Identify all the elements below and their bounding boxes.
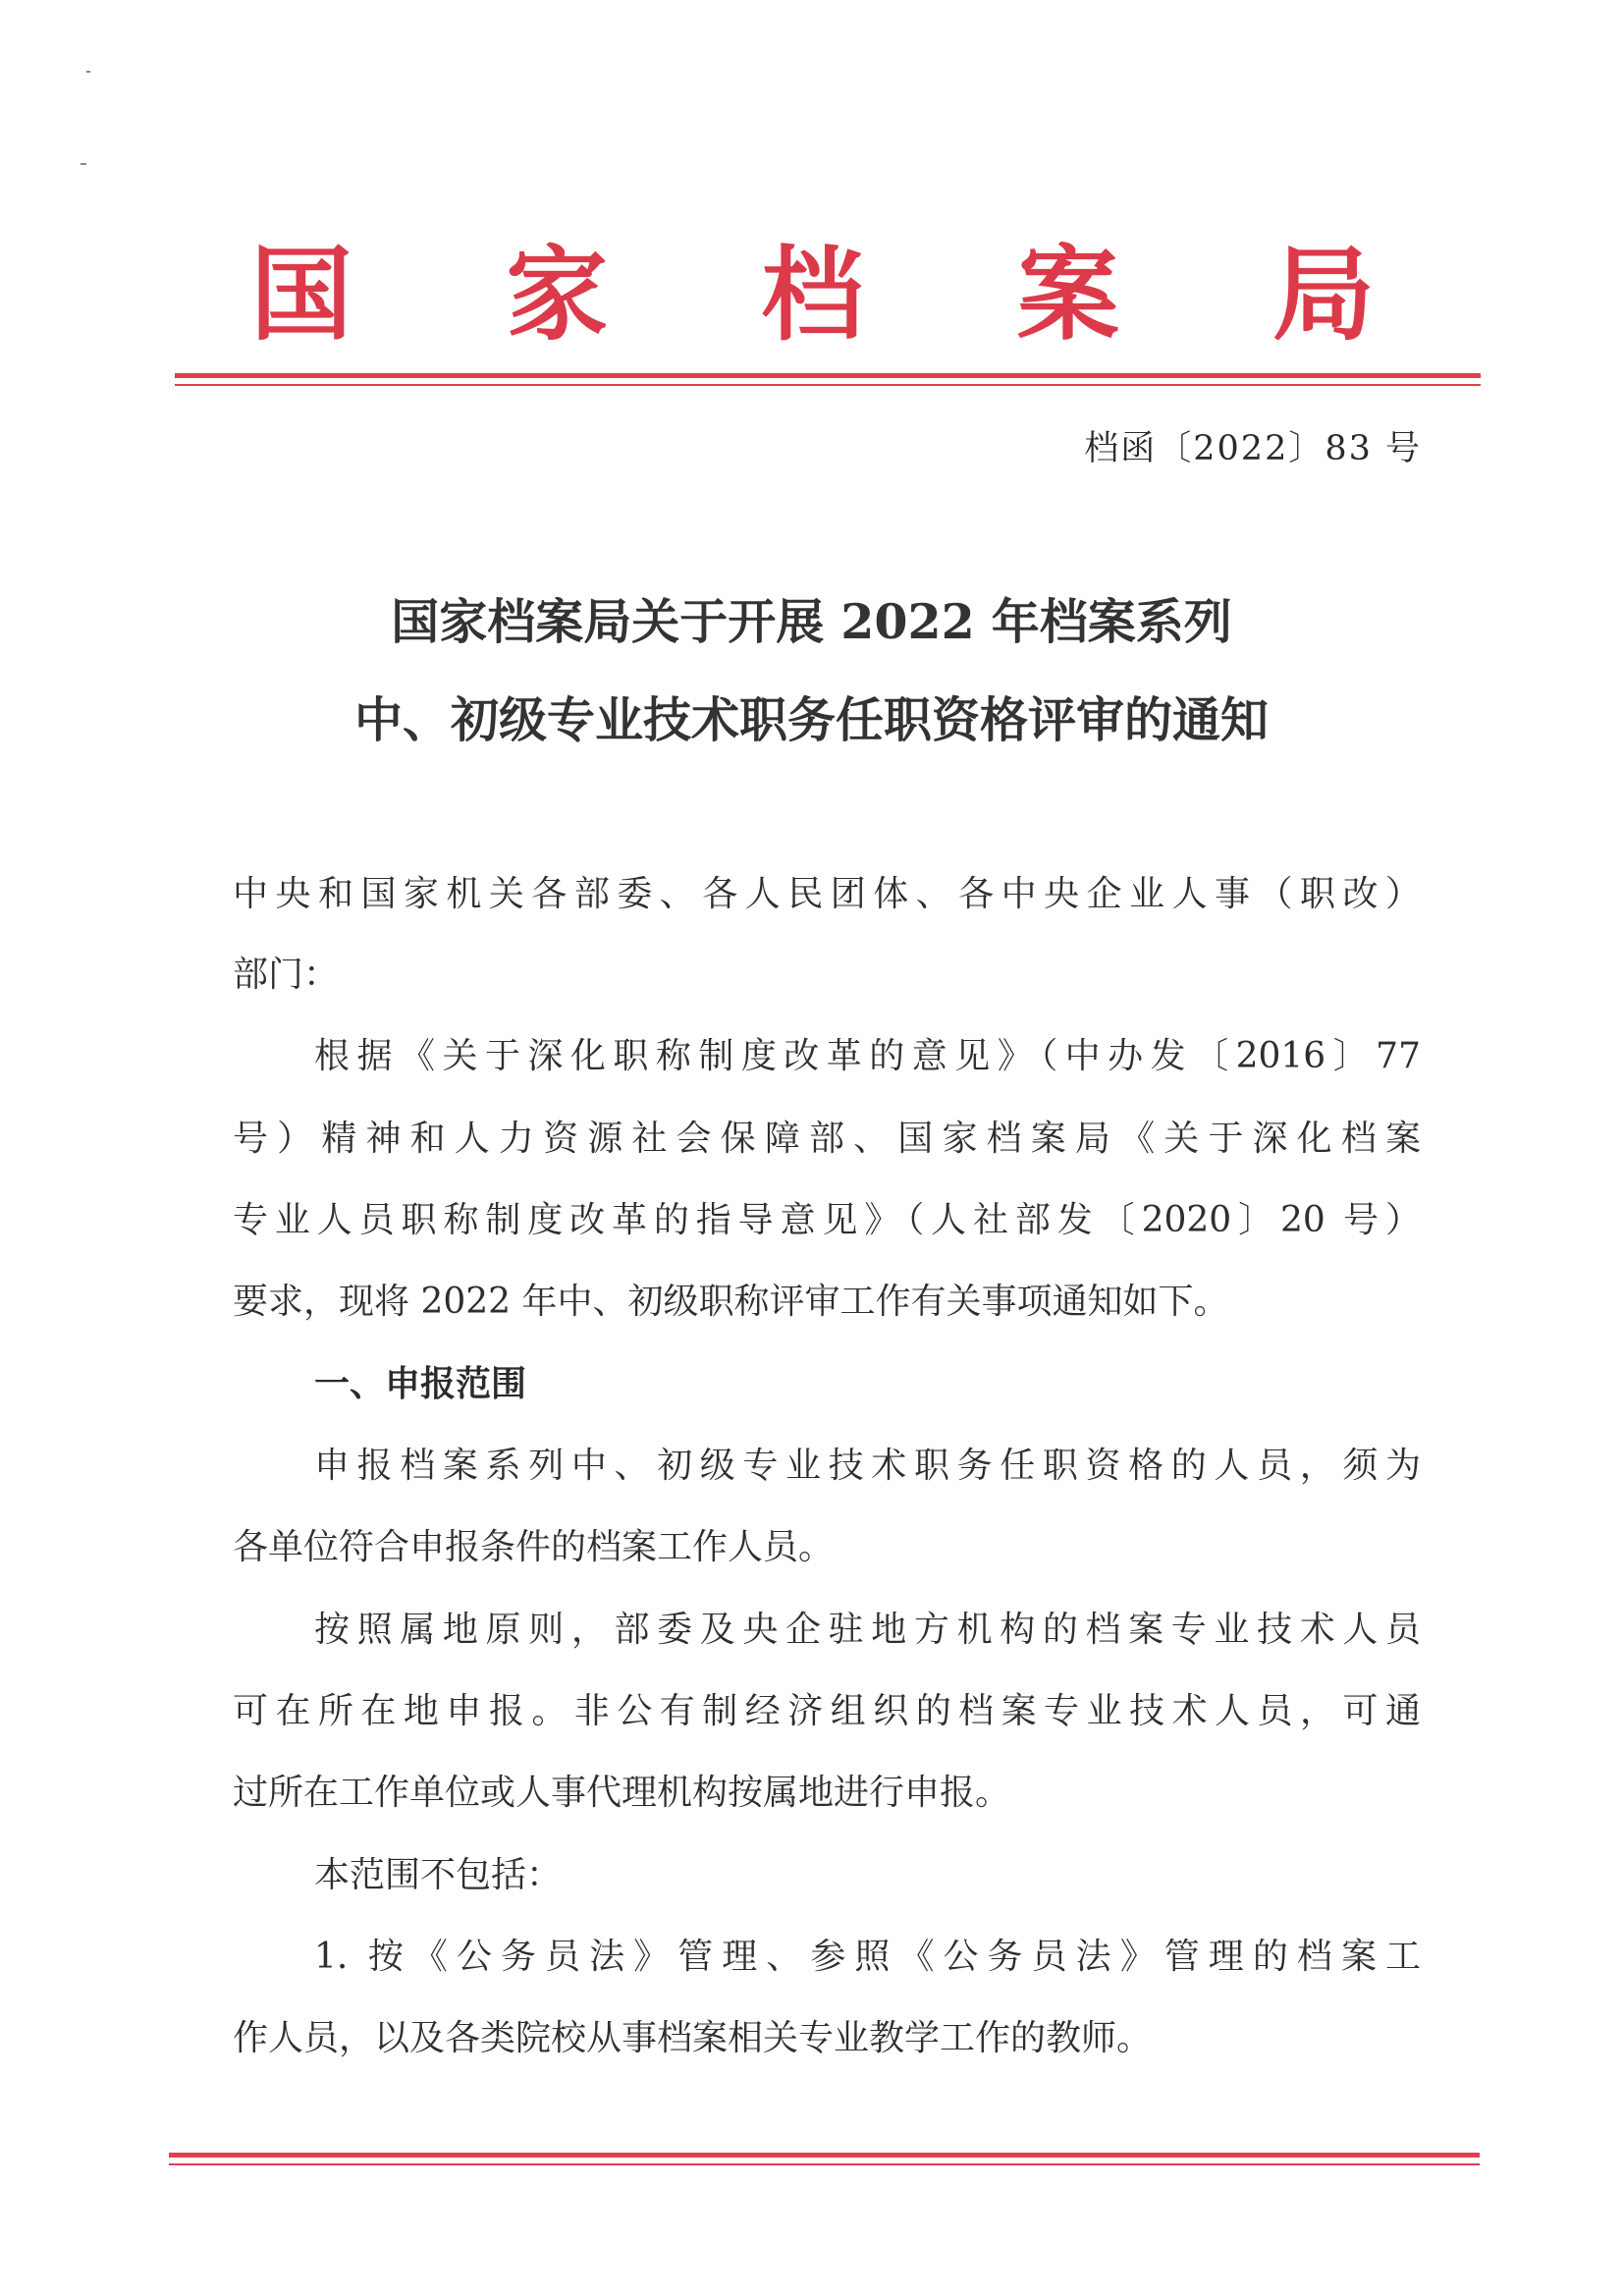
- letterhead-char: 家: [506, 234, 609, 355]
- document-title-line2: 中、初级专业技术职务任职资格评审的通知: [353, 691, 1269, 748]
- scan-speck: [86, 71, 90, 73]
- header-rule-thin: [175, 384, 1481, 386]
- paragraph-line: 根据《关于深化职称制度改革的意见》（中办发〔2016〕77: [314, 1036, 1421, 1076]
- paragraph-line: 申报档案系列中、初级专业技术职务任职资格的人员，须为: [314, 1446, 1421, 1486]
- paragraph-line: 本范围不包括：: [314, 1855, 563, 1895]
- section-heading: 一、申报范围: [314, 1364, 527, 1404]
- list-item-line: 1. 按《公务员法》管理、参照《公务员法》管理的档案工: [314, 1937, 1421, 1977]
- footer-rule-thin: [169, 2163, 1480, 2165]
- header-rule-thick: [175, 373, 1481, 378]
- salutation-line: 部门：: [233, 955, 340, 995]
- letterhead-char: 国: [250, 234, 353, 355]
- paragraph-line: 要求，现将 2022 年中、初级职称评审工作有关事项通知如下。: [233, 1282, 1229, 1322]
- letterhead: [250, 236, 1375, 354]
- paragraph-line: 各单位符合申报条件的档案工作人员。: [233, 1527, 835, 1567]
- paragraph-line: 过所在工作单位或人事代理机构按属地进行申报。: [233, 1773, 1011, 1813]
- letterhead-char: 档: [761, 234, 864, 355]
- document-number: 档函〔2022〕83 号: [1084, 429, 1422, 468]
- letterhead-char: 案: [1016, 234, 1119, 355]
- list-item-line: 作人员，以及各类院校从事档案相关专业教学工作的教师。: [233, 2018, 1153, 2058]
- paragraph-line: 专业人员职称制度改革的指导意见》（人社部发〔2020〕20 号）: [233, 1200, 1421, 1240]
- scan-speck: [81, 163, 86, 165]
- footer-rule-thick: [169, 2153, 1480, 2158]
- paragraph-line: 可在所在地申报。非公有制经济组织的档案专业技术人员，可通: [233, 1691, 1421, 1731]
- paragraph-line: 号）精神和人力资源社会保障部、国家档案局《关于深化档案: [233, 1119, 1421, 1159]
- paragraph-line: 按照属地原则，部委及央企驻地方机构的档案专业技术人员: [314, 1610, 1421, 1650]
- salutation-line: 中央和国家机关各部委、各人民团体、各中央企业人事（职改）: [233, 874, 1421, 914]
- document-title-line1: 国家档案局关于开展 2022 年档案系列: [391, 593, 1232, 650]
- letterhead-char: 局: [1271, 234, 1375, 355]
